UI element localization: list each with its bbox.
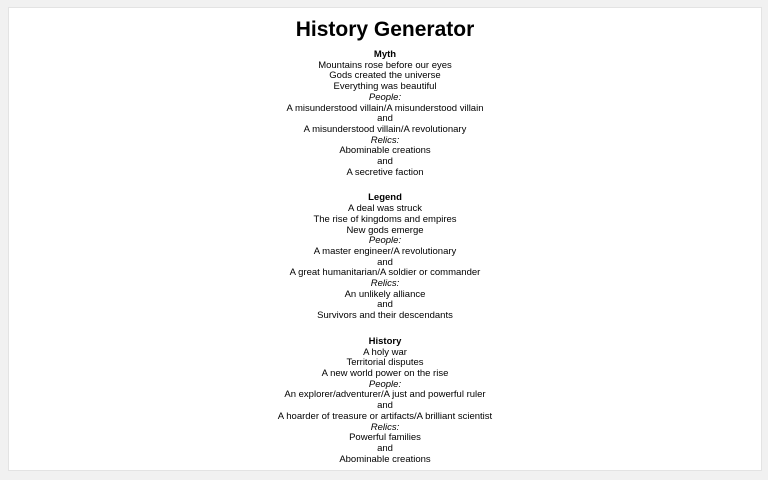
event-line: Territorial disputes bbox=[346, 357, 424, 369]
section-legend bbox=[9, 193, 761, 321]
event-line: The rise of kingdoms and empires bbox=[313, 213, 457, 225]
people-line: A hoarder of treasure or artifacts/A brilliant scientist bbox=[277, 410, 493, 422]
event-line: Everything was beautiful bbox=[333, 81, 437, 93]
section-header: History bbox=[368, 335, 402, 347]
section-history bbox=[9, 337, 761, 465]
connector-line: and bbox=[377, 256, 393, 268]
people-line: A misunderstood villain/A misunderstood villain bbox=[286, 102, 484, 114]
relics-label: Relics: bbox=[370, 278, 400, 290]
people-line: A great humanitarian/A soldier or commander bbox=[289, 267, 481, 279]
event-line: Gods created the universe bbox=[329, 70, 441, 82]
connector-line: and bbox=[377, 113, 393, 125]
people-label: People: bbox=[368, 91, 402, 103]
page-title: History Generator bbox=[295, 18, 475, 41]
relic-line: Abominable creations bbox=[339, 453, 431, 465]
relics-label: Relics: bbox=[370, 134, 400, 146]
event-line: A new world power on the rise bbox=[321, 367, 449, 379]
people-line: A master engineer/A revolutionary bbox=[313, 245, 457, 257]
relic-line: Abominable creations bbox=[339, 145, 431, 157]
relic-line: An unlikely alliance bbox=[344, 288, 426, 300]
connector-line: and bbox=[377, 442, 393, 454]
people-label: People: bbox=[368, 235, 402, 247]
people-line: A misunderstood villain/A revolutionary bbox=[303, 123, 467, 135]
event-line: New gods emerge bbox=[346, 224, 424, 236]
section-header: Myth bbox=[373, 49, 397, 60]
relic-line: A secretive faction bbox=[346, 166, 424, 178]
event-line: A deal was struck bbox=[348, 203, 422, 215]
people-label: People: bbox=[368, 378, 402, 390]
connector-line: and bbox=[377, 400, 393, 412]
relic-line: Powerful families bbox=[349, 432, 421, 444]
section-header: Legend bbox=[368, 192, 402, 204]
event-line: A holy war bbox=[363, 346, 407, 358]
event-line: Mountains rose before our eyes bbox=[318, 59, 452, 71]
page-card bbox=[8, 7, 762, 471]
relics-label: Relics: bbox=[370, 421, 400, 433]
section-myth bbox=[9, 50, 761, 178]
people-line: An explorer/adventurer/A just and powerful ruler bbox=[284, 389, 486, 401]
connector-line: and bbox=[377, 156, 393, 168]
connector-line: and bbox=[377, 299, 393, 311]
relic-line: Survivors and their descendants bbox=[317, 310, 453, 322]
